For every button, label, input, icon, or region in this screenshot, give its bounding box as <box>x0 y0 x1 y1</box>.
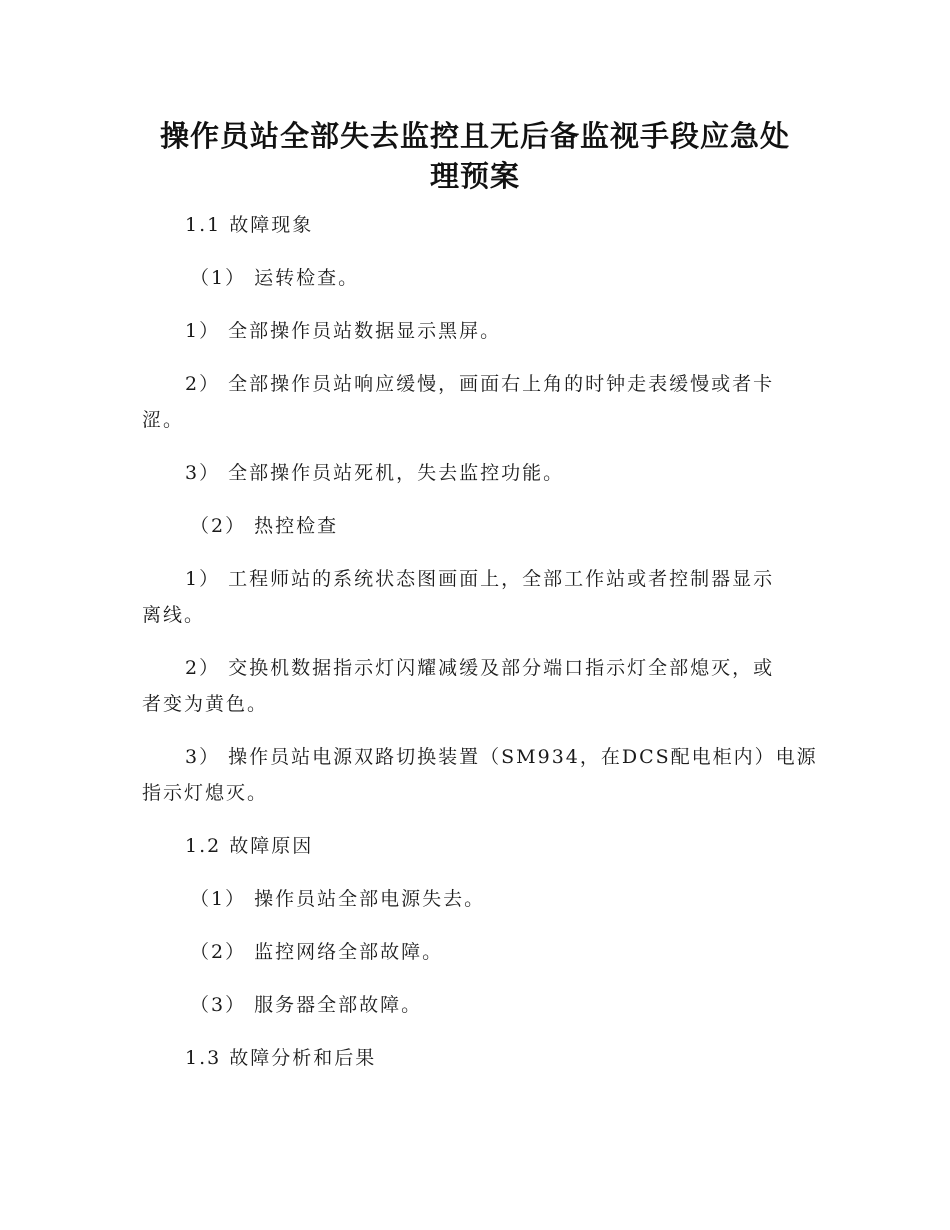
list-item: 2） 交换机数据指示灯闪耀减缓及部分端口指示灯全部熄灭，或 <box>185 657 775 679</box>
list-item: 2） 全部操作员站响应缓慢，画面右上角的时钟走表缓慢或者卡 <box>185 373 775 395</box>
section-heading-1-3: 1.3 故障分析和后果 <box>185 1047 377 1069</box>
list-item: 3） 全部操作员站死机，失去监控功能。 <box>185 462 565 484</box>
list-item-continuation: 离线。 <box>142 604 206 626</box>
list-item: 1） 全部操作员站数据显示黑屏。 <box>185 320 502 342</box>
list-item-continuation: 指示灯熄灭。 <box>142 782 269 804</box>
list-item: 3） 操作员站电源双路切换装置（SM934，在DCS配电柜内）电源 <box>185 746 818 768</box>
list-item-continuation: 涩。 <box>142 409 185 431</box>
section-heading-1-2: 1.2 故障原因 <box>185 835 314 857</box>
subsection-heading: （2） 热控检查 <box>190 515 339 537</box>
subsection-heading: （3） 服务器全部故障。 <box>190 994 423 1016</box>
subsection-heading: （2） 监控网络全部故障。 <box>190 941 444 963</box>
list-item-continuation: 者变为黄色。 <box>142 693 269 715</box>
list-item: 1） 工程师站的系统状态图画面上，全部工作站或者控制器显示 <box>185 568 775 590</box>
subsection-heading: （1） 操作员站全部电源失去。 <box>190 888 486 910</box>
document-title-line-1: 操作员站全部失去监控且无后备监视手段应急处 <box>159 119 790 153</box>
document-title-line-2: 理预案 <box>429 159 520 193</box>
section-heading-1-1: 1.1 故障现象 <box>185 214 314 236</box>
subsection-heading: （1） 运转检查。 <box>190 267 360 289</box>
